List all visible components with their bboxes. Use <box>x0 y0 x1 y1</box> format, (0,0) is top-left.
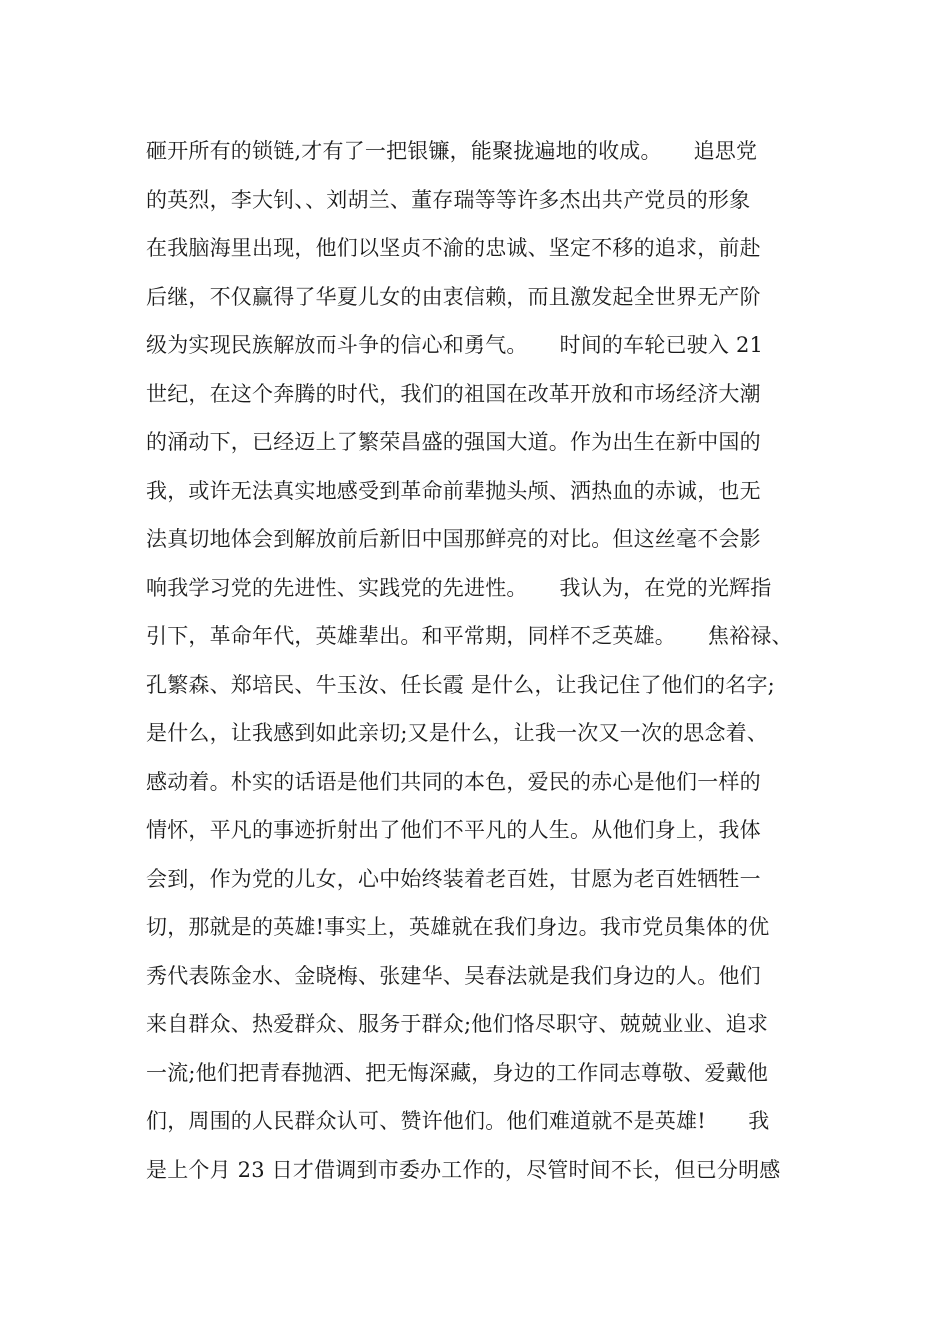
text-line-20: 一流;他们把青春抛洒、把无悔深藏，身边的工作同志尊敬、爱戴他 <box>146 1060 769 1085</box>
text-line-5: 级为实现民族解放而斗争的信心和勇气。 时间的车轮已驶入 21 <box>146 333 764 357</box>
text-line-10: 响我学习党的先进性、实践党的先进性。 我认为，在党的光辉指 <box>146 575 772 600</box>
text-line-12: 孔繁森、郑培民、牛玉汝、任长霞 是什么，让我记住了他们的名字; <box>146 672 775 697</box>
text-line-13: 是什么，让我感到如此亲切;又是什么，让我一次又一次的思念着、 <box>146 721 769 745</box>
text-line-17: 切，那就是的英雄!事实上，英雄就在我们身边。我市党员集体的优 <box>146 915 770 939</box>
text-line-21: 们，周围的人民群众认可、赞许他们。他们难道就不是英雄! 我 <box>146 1109 770 1133</box>
text-line-14: 感动着。朴实的话语是他们共同的本色，爱民的赤心是他们一样的 <box>146 769 761 794</box>
text-line-3: 在我脑海里出现，他们以坚贞不渝的忠诚、坚定不移的追求，前赴 <box>146 236 761 260</box>
text-line-4: 后继，不仅赢得了华夏儿女的由衷信赖，而且激发起全世界无产阶 <box>146 284 761 309</box>
body-text <box>146 133 826 1200</box>
text-line-9: 法真切地体会到解放前后新旧中国那鲜亮的对比。但这丝毫不会影 <box>146 527 761 551</box>
text-line-16: 会到，作为党的儿女，心中始终装着老百姓，甘愿为老百姓牺牲一 <box>146 866 761 891</box>
text-line-15: 情怀，平凡的事迹折射出了他们不平凡的人生。从他们身上，我体 <box>146 818 761 842</box>
text-line-22: 是上个月 23 日才借调到市委办工作的，尽管时间不长，但已分明感 <box>146 1157 781 1182</box>
text-line-11: 引下，革命年代，英雄辈出。和平常期，同样不乏英雄。 焦裕禄、 <box>146 624 793 648</box>
text-line-7: 的涌动下，已经迈上了繁荣昌盛的强国大道。作为出生在新中国的 <box>146 430 761 454</box>
text-line-19: 来自群众、热爱群众、服务于群众;他们恪尽职守、兢兢业业、追求 <box>146 1012 769 1036</box>
text-line-6: 世纪，在这个奔腾的时代，我们的祖国在改革开放和市场经济大潮 <box>146 381 761 406</box>
text-line-18: 秀代表陈金水、金晓梅、张建华、吴春法就是我们身边的人。他们 <box>146 963 761 988</box>
text-line-8: 我，或许无法真实地感受到革命前辈抛头颅、洒热血的赤诚，也无 <box>146 478 761 503</box>
text-line-1: 砸开所有的锁链,才有了一把银镰，能聚拢遍地的收成。 追思党 <box>146 139 758 163</box>
text-line-2: 的英烈，李大钊、、刘胡兰、董存瑞等等许多杰出共产党员的形象 <box>146 187 751 212</box>
